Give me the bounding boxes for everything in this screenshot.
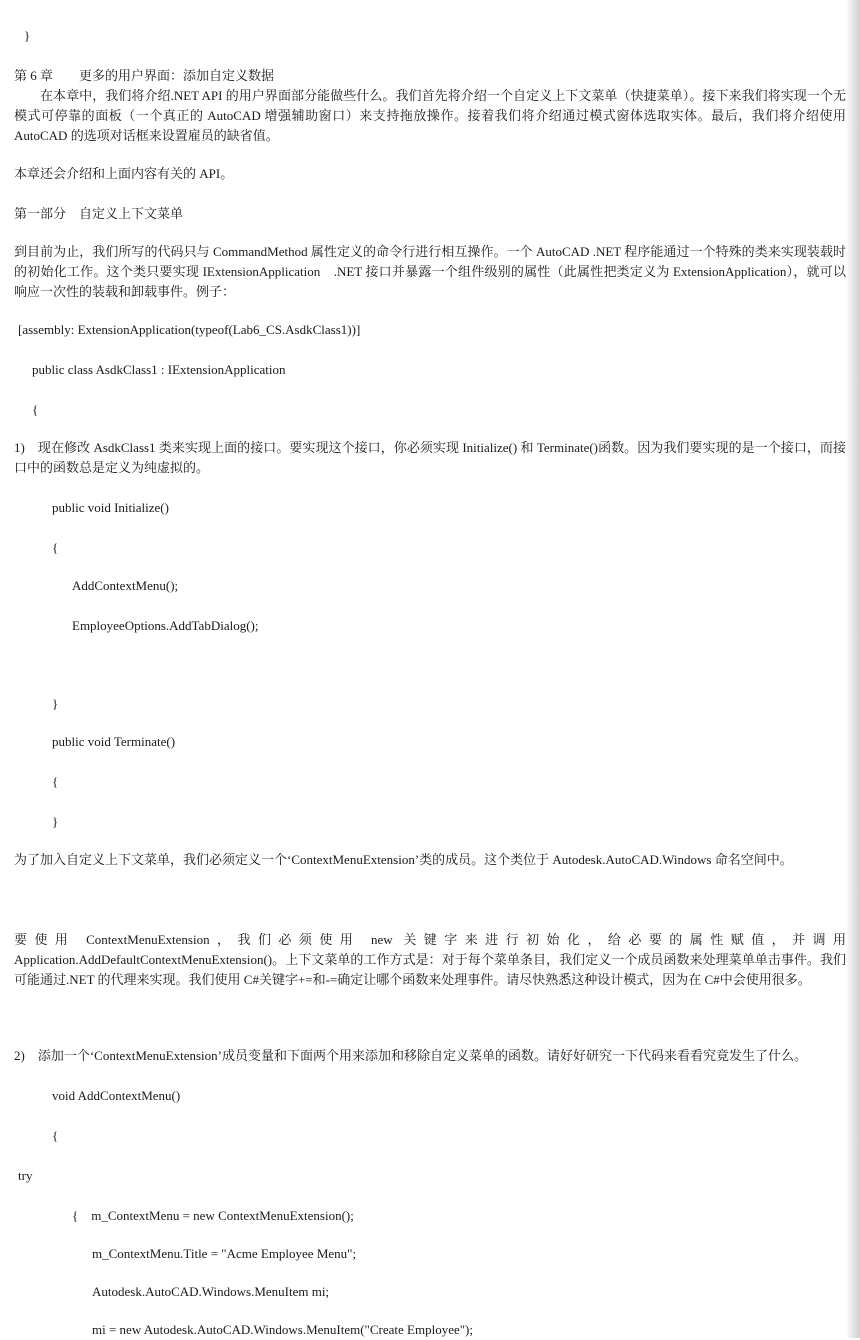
code-add-tab-dialog-call: EmployeeOptions.AddTabDialog();	[72, 618, 259, 633]
chapter-heading: 第 6 章 更多的用户界面：添加自定义数据	[14, 68, 275, 83]
code-add-context-menu-open-brace: {	[52, 1128, 59, 1143]
api-note: 本章还会介绍和上面内容有关的 API。	[14, 166, 234, 181]
closing-brace: }	[24, 28, 31, 43]
context-menu-usage-paragraph: 要使用 ContextMenuExtension，我们必须使用 new 关键字来进行初始化，给必要的属性赋值，并调用 Application.AddDefaultContextMenuExtension()。上下文菜单的工作方式是：对于每个菜单条目，我们定义一个成员函数来处理菜单单击事件。我们可能通过.NET 的代理来实现。我们使用 C#关键字+=和-=确定让哪个函数来处理事件。请尽快熟悉这种设计模式，因为在 C#中会使用很多。	[14, 932, 846, 987]
code-class-declaration: public class AsdkClass1 : IExtensionApplication	[32, 362, 286, 377]
code-initialize-open-brace: {	[52, 540, 59, 555]
page-edge-shadow	[846, 0, 860, 1338]
code-initialize-signature: public void Initialize()	[52, 500, 169, 515]
code-terminate-open-brace: {	[52, 774, 59, 789]
code-initialize-close-brace: }	[52, 696, 59, 711]
code-declare-menu-item: Autodesk.AutoCAD.Windows.MenuItem mi;	[92, 1284, 330, 1299]
code-try-keyword: try	[18, 1168, 33, 1183]
code-add-context-menu-call: AddContextMenu();	[72, 578, 179, 593]
code-terminate-signature: public void Terminate()	[52, 734, 176, 749]
section-heading: 第一部分 自定义上下文菜单	[14, 206, 184, 221]
code-new-context-menu: { m_ContextMenu = new ContextMenuExtension();	[72, 1208, 354, 1223]
context-menu-member-paragraph: 为了加入自定义上下文菜单，我们必须定义一个‘ContextMenuExtension’类的成员。这个类位于 Autodesk.AutoCAD.Windows 命名空间中。	[14, 852, 793, 867]
code-create-employee-menu-item: mi = new Autodesk.AutoCAD.Windows.MenuItem("Create Employee");	[92, 1322, 473, 1337]
code-set-menu-title: m_ContextMenu.Title = "Acme Employee Menu";	[92, 1246, 357, 1261]
code-assembly-attribute: [assembly: ExtensionApplication(typeof(Lab6_CS.AsdkClass1))]	[18, 322, 361, 337]
step-1-paragraph: 1) 现在修改 AsdkClass1 类来实现上面的接口。要实现这个接口，你必须实现 Initialize() 和 Terminate()函数。因为我们要实现的是一个接口，而接口中的函数总是定义为纯虚拟的。	[14, 440, 846, 475]
code-terminate-close-brace: }	[52, 814, 59, 829]
code-class-open-brace: {	[32, 402, 39, 417]
extension-app-paragraph: 到目前为止，我们所写的代码只与 CommandMethod 属性定义的命令行进行相互操作。一个 AutoCAD .NET 程序能通过一个特殊的类来实现装载时的初始化工作。这个类只要实现 IExtensionApplication .NET 接口并暴露一个组件级别的属性（此属性把类定义为 ExtensionApplication），就可以响应一次性的装载和卸载事件。例子：	[14, 244, 846, 299]
chapter-intro-paragraph: 在本章中，我们将介绍.NET API 的用户界面部分能做些什么。我们首先将介绍一个自定义上下文菜单（快捷菜单）。接下来我们将实现一个无模式可停靠的面板（一个真正的 AutoCAD 增强辅助窗口）来支持拖放操作。接着我们将介绍通过模式窗体选取实体。最后，我们将介绍使用 AutoCAD 的选项对话框来设置雇员的缺省值。	[14, 88, 846, 143]
step-2-paragraph: 2) 添加一个‘ContextMenuExtension’成员变量和下面两个用来添加和移除自定义菜单的函数。请好好研究一下代码来看看究竟发生了什么。	[14, 1048, 807, 1063]
code-add-context-menu-signature: void AddContextMenu()	[52, 1088, 181, 1103]
